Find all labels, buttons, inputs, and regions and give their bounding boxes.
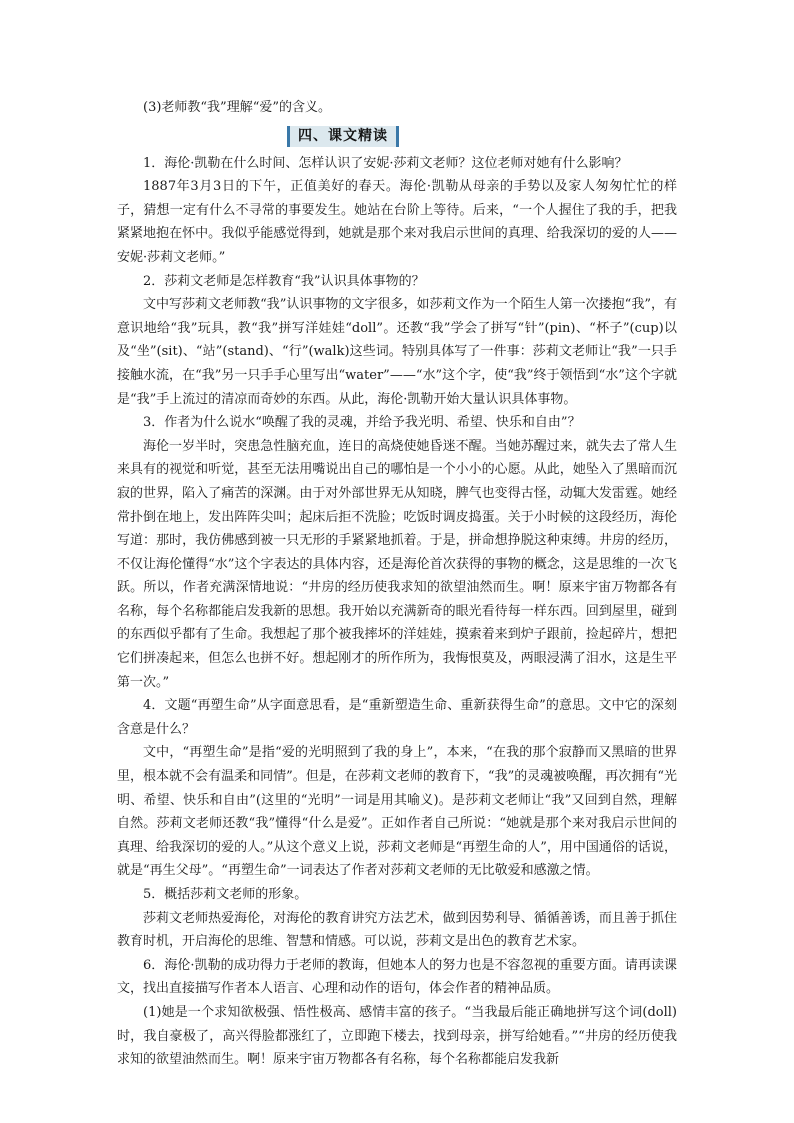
question-6: 6．海伦·凯勒的成功得力于老师的教诲，但她本人的努力也是不容忽视的重要方面。请再读课文，找出直接描写作者本人语言、心理和动作的语句，体会作者的精神品质。 <box>117 957 677 997</box>
answer-4: 文中，“再塑生命”是指“爱的光明照到了我的身上”，本来，“在我的那个寂静而又黑暗的世界里，根本就不会有温柔和同情”。但是，在莎莉文老师的教育下，“我”的灵魂被唤醒，再次拥有“光明、希望、快乐和自由”(这里的“光明”一词是用其喻义)。是莎莉文老师让“我”又回到自然，理解自然。莎莉文老师还教“我”懂得“什么是爱”。正如作者自己所说：“她就是那个来对我启示世间的真理、给我深切的爱的人。”从这个意义上说，莎莉文老师是“再塑生命的人”，用中国通俗的话说，就是“再生父母”。“再塑生命”一词表达了作者对莎莉文老师的无比敬爱和感激之情。 <box>117 745 677 879</box>
top-line: (3)老师教“我”理解“爱”的含义。 <box>143 100 331 115</box>
answer-5: 莎莉文老师热爱海伦，对海伦的教育讲究方法艺术，做到因势利导、循循善诱，而且善于抓住教育时机，开启海伦的思维、智慧和情感。可以说，莎莉文是出色的教育艺术家。 <box>117 910 677 950</box>
document-page <box>117 96 677 1072</box>
answer-2: 文中写莎莉文老师教“我”认识事物的文字很多，如莎莉文作为一个陌生人第一次搂抱“我”，有意识地给“我”玩具，教“我”拼写洋娃娃“doll”。还教“我”学会了拼写“针”(pin)、“杯子”(cup)以及“坐”(sit)、“站”(stand)、“行”(walk)这些词。特别具体写了一件事：莎莉文老师让“我”一只手接触水流，在“我”另一只手手心里写出“water”——“水”这个字，使“我”终于领悟到“水”这个字就是“我”手上流过的清凉而奇妙的东西。从此，海伦·凯勒开始大量认识具体事物。 <box>117 297 677 407</box>
question-4: 4．文题“再塑生命”从字面意思看，是“重新塑造生命、重新获得生命”的意思。文中它的深刻含意是什么？ <box>117 698 677 737</box>
question-5: 5．概括莎莉文老师的形象。 <box>143 887 308 902</box>
answer-3: 海伦一岁半时，突患急性脑充血，连日的高烧使她昏迷不醒。当她苏醒过来，就失去了常人生来具有的视觉和听觉，甚至无法用嘴说出自己的哪怕是一个小小的心愿。从此，她坠入了黑暗而沉寂的世界，陷入了痛苦的深渊。由于对外部世界无从知晓，脾气也变得古怪，动辄大发雷霆。她经常扑倒在地上，发出阵阵尖叫；起床后拒不洗脸；吃饭时调皮捣蛋。关于小时候的这段经历，海伦写道：那时，我仿佛感到被一只无形的手紧紧地抓着。于是，拼命想挣脱这种束缚。井房的经历，不仅让海伦懂得“水”这个字表达的具体内容，还是海伦首次获得的事物的概念，这是思维的一次飞跃。所以，作者充满深情地说：“井房的经历使我求知的欲望油然而生。啊！原来宇宙万物都各有名称，每个名称都能启发我新的思想。我开始以充满新奇的眼光看待每一样东西。回到屋里，碰到的东西似乎都有了生命。我想起了那个被我摔坏的洋娃娃，摸索着来到炉子跟前，捡起碎片，想把它们拼凑起来，但怎么也拼不好。想起刚才的所作所为，我悔恨莫及，两眼浸满了泪水，这是生平第一次。” <box>117 438 677 690</box>
question-1: 1．海伦·凯勒在什么时间、怎样认识了安妮·莎莉文老师？这位老师对她有什么影响？ <box>143 155 628 171</box>
section-heading: 四、课文精读 <box>287 126 399 147</box>
question-3: 3．作者为什么说水“唤醒了我的灵魂，并给予我光明、希望、快乐和自由”？ <box>143 415 581 431</box>
answer-1: 1887年3月3日的下午，正值美好的春天。海伦·凯勒从母亲的手势以及家人匆匆忙忙的样子，猜想一定有什么不寻常的事要发生。她站在台阶上等待。后来，“一个人握住了我的手，把我紧紧地抱在怀中。我似乎能感觉得到，她就是那个来对我启示世间的真理、给我深切的爱的人——安妮·莎莉文老师。” <box>117 179 677 265</box>
answer-6: (1)她是一个求知欲极强、悟性极高、感情丰富的孩子。“当我最后能正确地拼写这个词(doll)时，我自豪极了，高兴得脸都涨红了，立即跑下楼去，找到母亲，拼写给她看。”“井房的经历使我求知的欲望油然而生。啊！原来宇宙万物都各有名称，每个名称都能启发我新 <box>117 1004 677 1068</box>
question-2: 2．莎莉文老师是怎样教育“我”认识具体事物的？ <box>143 273 425 289</box>
section-heading-wrap <box>117 122 677 150</box>
